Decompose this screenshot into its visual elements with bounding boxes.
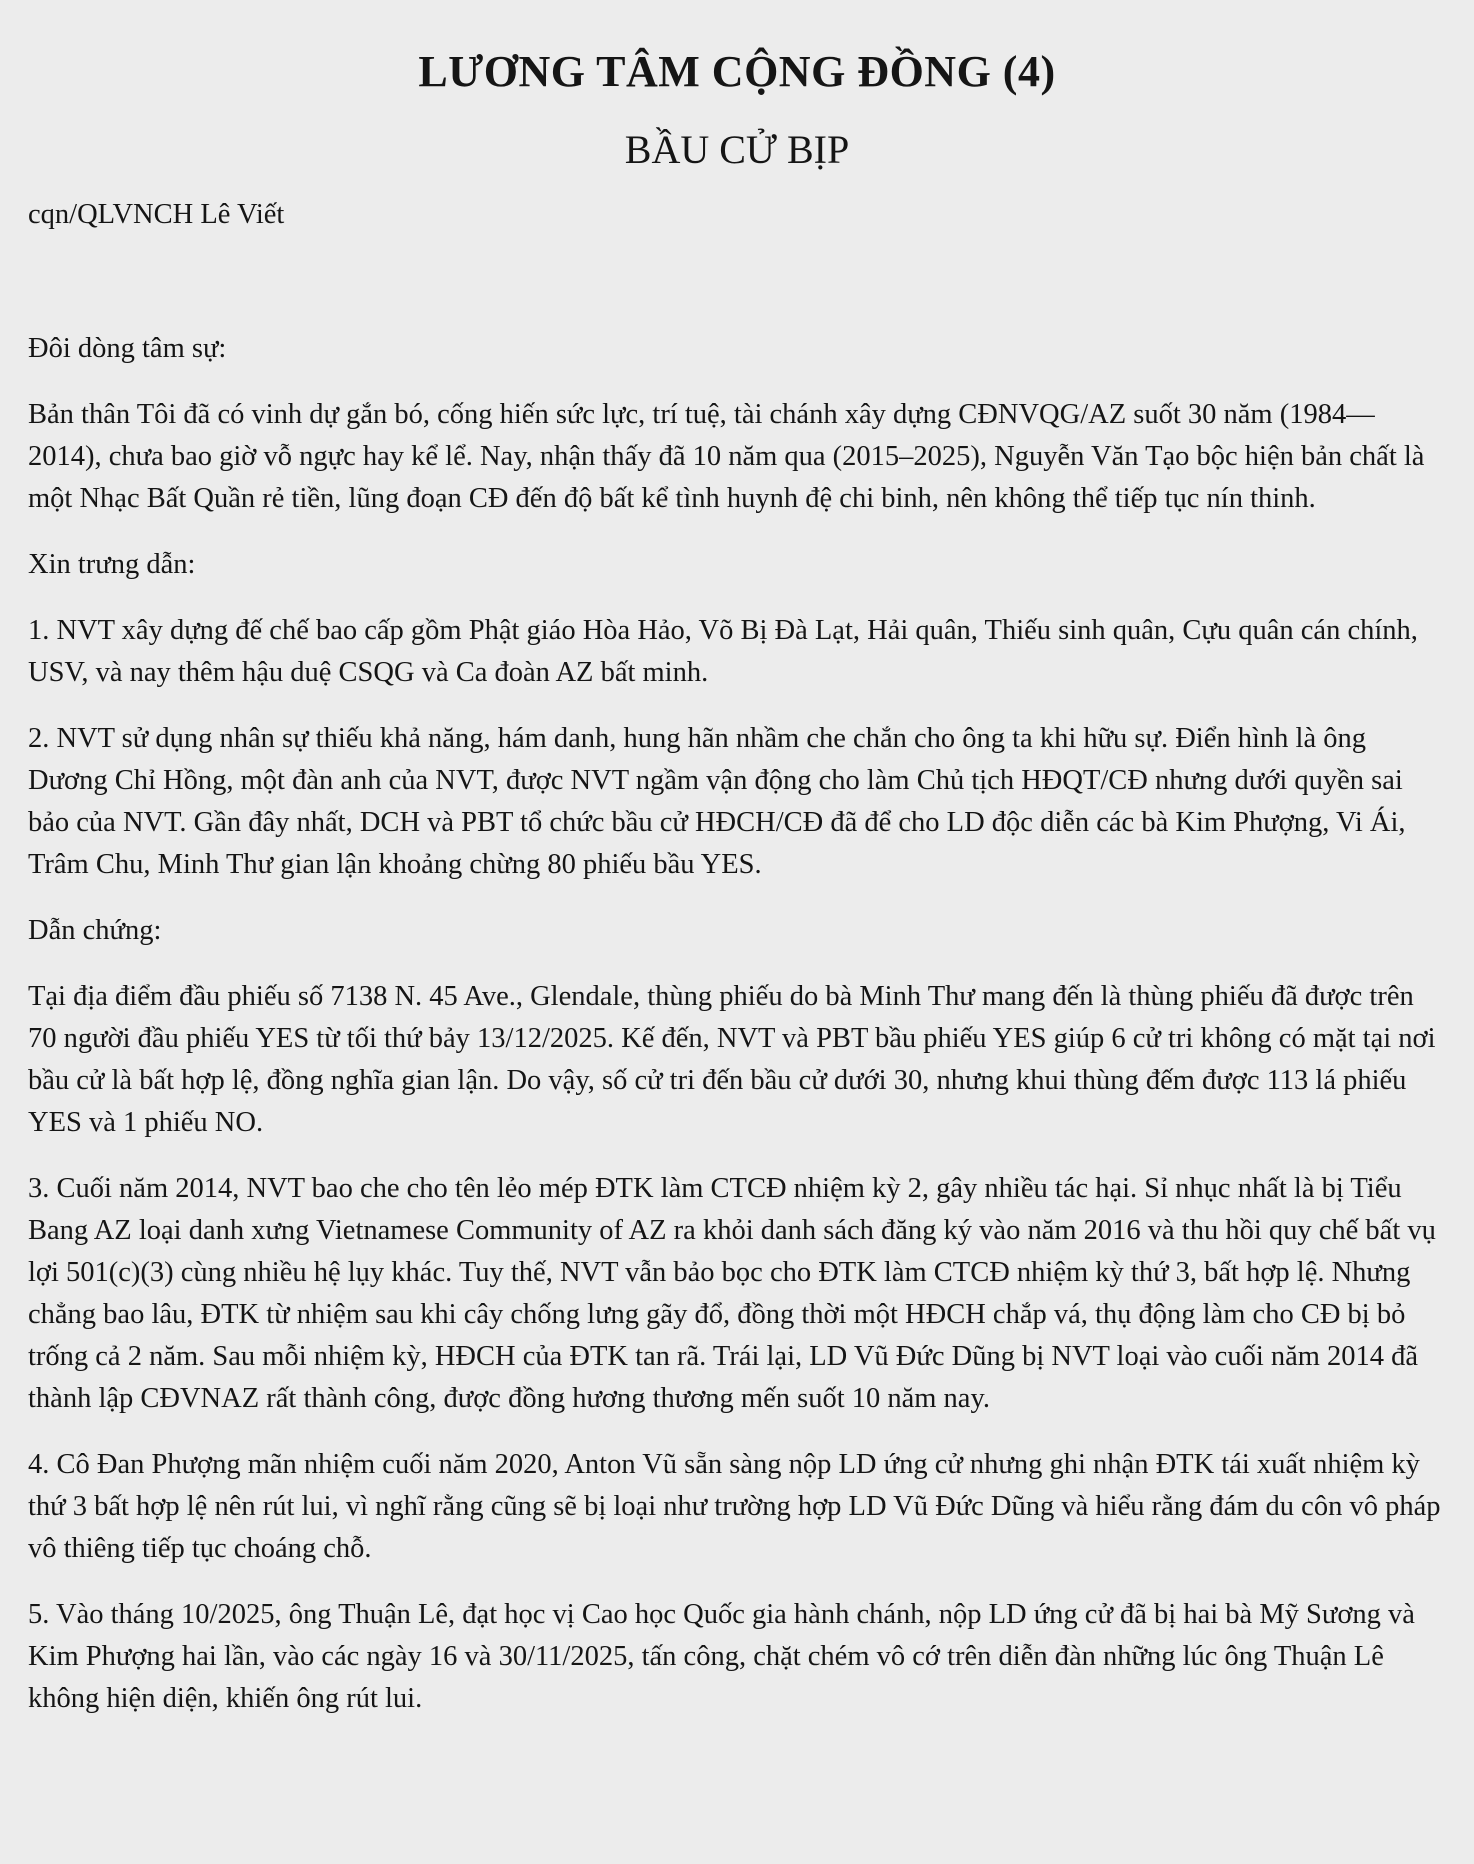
paragraph-point-4: 4. Cô Đan Phượng mãn nhiệm cuối năm 2020, Anton Vũ sẵn sàng nộp LD ứng cử nhưng ghi nhận ĐTK tái xuất nhiệm kỳ thứ 3 bất hợp lệ nên rút lui, vì nghĩ rằng cũng sẽ bị loại như trường hợp LD Vũ Đức Dũng và hiểu rằng đám du côn vô pháp vô thiêng tiếp tục choáng chỗ. <box>28 1449 1441 1564</box>
paragraph-point-5: 5. Vào tháng 10/2025, ông Thuận Lê, đạt học vị Cao học Quốc gia hành chánh, nộp LD ứng cử đã bị hai bà Mỹ Sương và Kim Phượng hai lần, vào các ngày 16 và 30/11/2025, tấn công, chặt chém vô cớ trên diễn đàn những lúc ông Thuận Lê không hiện diện, khiến ông rút lui. <box>28 1599 1415 1714</box>
paragraph-proof: Tại địa điểm đầu phiếu số 7138 N. 45 Ave., Glendale, thùng phiếu do bà Minh Thư mang đến là thùng phiếu đã được trên 70 người đầu phiếu YES từ tối thứ bảy 13/12/2025. Kế đến, NVT và PBT bầu phiếu YES giúp 6 cử tri không có mặt tại nơi bầu cử là bất hợp lệ, đồng nghĩa gian lận. Do vậy, số cử tri đến bầu cử dưới 30, nhưng khui thùng đếm được 113 lá phiếu YES và 1 phiếu NO. <box>28 981 1436 1138</box>
paragraph-intro-heading: Đôi dòng tâm sự: <box>28 333 227 364</box>
document-title: LƯƠNG TÂM CỘNG ĐỒNG (4) <box>418 47 1056 96</box>
paragraph-evidence-heading: Xin trưng dẫn: <box>28 549 196 580</box>
author-line: cqn/QLVNCH Lê Viết <box>28 199 285 230</box>
document-body <box>28 328 1446 1720</box>
paragraph-point-1: 1. NVT xây dựng đế chế bao cấp gồm Phật giáo Hòa Hảo, Võ Bị Đà Lạt, Hải quân, Thiếu sinh quân, Cựu quân cán chính, USV, và nay thêm hậu duệ CSQG và Ca đoàn AZ bất minh. <box>28 615 1418 688</box>
paragraph-intro: Bản thân Tôi đã có vinh dự gắn bó, cống hiến sức lực, trí tuệ, tài chánh xây dựng CĐNVQG/AZ suốt 30 năm (1984—2014), chưa bao giờ vỗ ngực hay kể lể. Nay, nhận thấy đã 10 năm qua (2015–2025), Nguyễn Văn Tạo bộc hiện bản chất là một Nhạc Bất Quần rẻ tiền, lũng đoạn CĐ đến độ bất kể tình huynh đệ chi binh, nên không thể tiếp tục nín thinh. <box>28 399 1425 514</box>
paragraph-point-2: 2. NVT sử dụng nhân sự thiếu khả năng, hám danh, hung hãn nhầm che chắn cho ông ta khi hữu sự. Điển hình là ông Dương Chỉ Hồng, một đàn anh của NVT, được NVT ngầm vận động cho làm Chủ tịch HĐQT/CĐ nhưng dưới quyền sai bảo của NVT. Gần đây nhất, DCH và PBT tổ chức bầu cử HĐCH/CĐ đã để cho LD độc diễn các bà Kim Phượng, Vi Ái, Trâm Chu, Minh Thư gian lận khoảng chừng 80 phiếu bầu YES. <box>28 723 1406 880</box>
paragraph-proof-heading: Dẫn chứng: <box>28 915 162 946</box>
paragraph-point-3: 3. Cuối năm 2014, NVT bao che cho tên lẻo mép ĐTK làm CTCĐ nhiệm kỳ 2, gây nhiều tác hại. Sỉ nhục nhất là bị Tiểu Bang AZ loại danh xưng Vietnamese Community of AZ ra khỏi danh sách đăng ký vào năm 2016 và thu hồi quy chế bất vụ lợi 501(c)(3) cùng nhiều hệ lụy khác. Tuy thế, NVT vẫn bảo bọc cho ĐTK làm CTCĐ nhiệm kỳ thứ 3, bất hợp lệ. Nhưng chẳng bao lâu, ĐTK từ nhiệm sau khi cây chống lưng gãy đổ, đồng thời một HĐCH chắp vá, thụ động làm cho CĐ bị bỏ trống cả 2 năm. Sau mỗi nhiệm kỳ, HĐCH của ĐTK tan rã. Trái lại, LD Vũ Đức Dũng bị NVT loại vào cuối năm 2014 đã thành lập CĐVNAZ rất thành công, được đồng hương thương mến suốt 10 năm nay. <box>28 1173 1436 1414</box>
document-subtitle: BẦU CỬ BỊP <box>624 127 850 172</box>
